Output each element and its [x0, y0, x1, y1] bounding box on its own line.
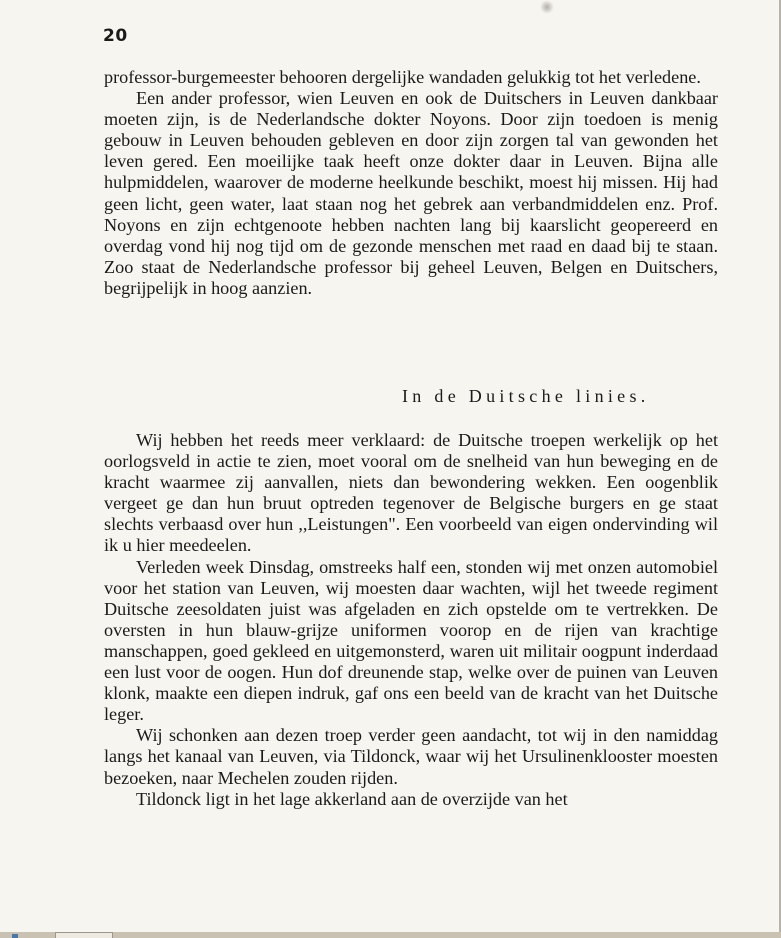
paragraph: professor-burgemeester behooren dergelijke wandaden gelukkig tot het verledene.	[104, 67, 701, 87]
paragraph: Wij hebben het reeds meer verklaard: de Duitsche troepen werkelijk op het oorlogsveld in actie te zien, moet vooral om de snelheid van hun beweging en de kracht waarmee zij aanvallen, niets dan bewondering wekken. Een oogenblik vergeet ge dan hun bruut optreden tegenover de Belgische burgers en ge staat slechts verbaasd over hun ,,Leistungen". Een voorbeeld van eigen ondervinding wil ik u hier meedeelen.	[104, 430, 718, 556]
bottom-bar	[0, 932, 781, 938]
paper-smudge	[540, 0, 554, 14]
section-heading: In de Duitsche linies.	[402, 386, 650, 406]
paragraph: Wij schonken aan dezen troep verder geen aandacht, tot wij in den namiddag langs het kanaal van Leuven, via Tildonck, waar wij het Ursulinenklooster moesten bezoeken, naar Mechelen zouden rijden.	[104, 725, 718, 788]
bottom-tab[interactable]	[55, 932, 113, 938]
page-number: 20	[103, 26, 128, 46]
paragraph: Tildonck ligt in het lage akkerland aan de overzijde van het	[136, 788, 568, 809]
paragraph: Verleden week Dinsdag, omstreeks half een, stonden wij met onzen automobiel voor het station van Leuven, wij moesten daar wachten, wijl het tweede regiment Duitsche zeesoldaten juist was afgeladen en zich opstelde om te vertrekken. De oversten in hun blauw-grijze uniformen voorop en de rijen van krachtige manschappen, goed gekleed en uitgemonsterd, waren uit militair oogpunt inderdaad een lust voor de oogen. Hun dof dreunende stap, welke over de puinen van Leuven klonk, maakte een diepen indruk, gaf ons een beeld van de kracht van het Duitsche leger.	[104, 556, 718, 725]
bottom-marker-icon	[12, 934, 18, 938]
text-block-top	[104, 67, 718, 299]
paragraph: Een ander professor, wien Leuven en ook de Duitschers in Leuven dankbaar moeten zijn, is de Nederlandsche dokter Noyons. Door zijn toedoen is menig gebouw in Leuven behouden gebleven en door zijn zorgen tal van gewonden het leven gered. Een moeilijke taak heeft onze dokter daar in Leuven. Bijna alle hulpmiddelen, waarover de moderne heelkunde beschikt, moest hij missen. Hij had geen licht, geen water, laat staan nog het gebrek aan verbandmiddelen enz. Prof. Noyons en zijn echtgenoote hebben nachten lang bij kaarslicht geopereerd en overdag vond hij nog tijd om de gezonde menschen met raad en daad bij te staan. Zoo staat de Nederlandsche professor bij geheel Leuven, Belgen en Duitschers, begrijpelijk in hoog aanzien.	[104, 88, 718, 298]
text-block-bottom	[104, 430, 718, 810]
